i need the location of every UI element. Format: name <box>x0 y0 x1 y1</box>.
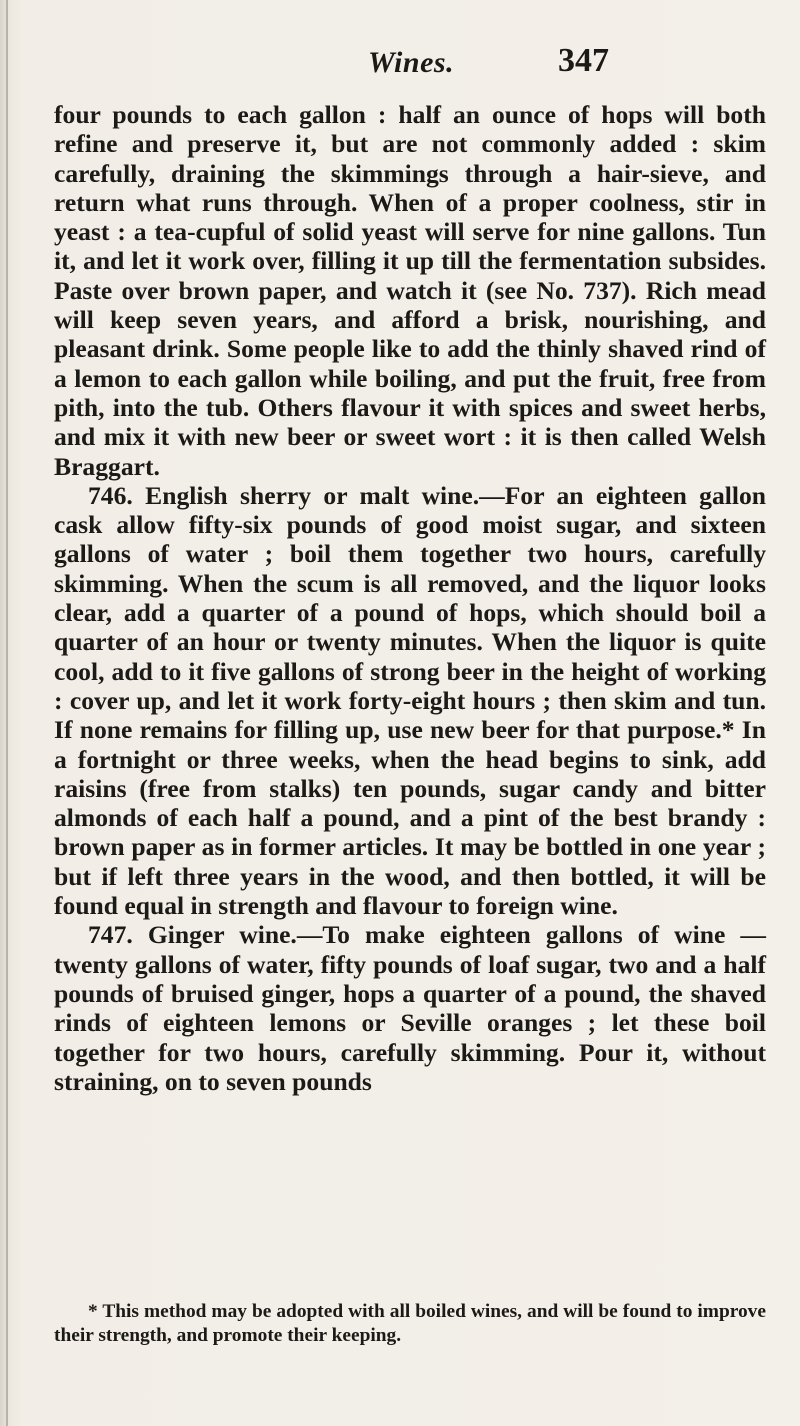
body-text <box>54 100 766 1096</box>
paragraph-747-ginger-wine: 747. Ginger wine.—To make eighteen gallons of wine —twenty gallons of water, fifty pounds of loaf sugar, two and a half pounds of bruised ginger, hops a quarter of a pound, the shaved rinds of eighteen lemons or Seville oranges ; let these boil together for two hours, carefully skimming. Pour it, without straining, on to seven pounds <box>54 920 766 1096</box>
footnote: * This method may be adopted with all boiled wines, and will be found to improve their strength, and promote their keeping. <box>54 1301 766 1346</box>
paragraph-746-english-sherry: 746. English sherry or malt wine.—For an eighteen gallon cask allow fifty-six pounds of good moist sugar, and sixteen gallons of water ; boil them together two hours, carefully skimming. When the scum is all removed, and the liquor looks clear, add a quarter of a pound of hops, which should boil a quarter of an hour or twenty minutes. When the liquor is quite cool, add to it five gallons of strong beer in the height of working : cover up, and let it work forty-eight hours ; then skim and tun. If none remains for filling up, use new beer for that purpose.* In a fortnight or three weeks, when the head begins to sink, add raisins (free from stalks) ten pounds, sugar candy and bitter almonds of each half a pound, and a pint of the best brandy : brown paper as in former articles. It may be bottled in one year ; but if left three years in the wood, and then bottled, it will be found equal in strength and flavour to foreign wine. <box>54 480 766 921</box>
page-header <box>0 42 800 90</box>
paragraph-mead-continued: four pounds to each gallon : half an ounce of hops will both refine and preserve it, but are not commonly added : skim carefully, draining the skimmings through a hair-sieve, and return what runs through. When of a proper coolness, stir in yeast : a tea-cupful of solid yeast will serve for nine gallons. Tun it, and let it work over, filling it up till the fermentation subsides. Paste over brown paper, and watch it (see No. 737). Rich mead will keep seven years, and afford a brisk, nourishing, and pleasant drink. Some people like to add the thinly shaved rind of a lemon to each gallon while boiling, and put the fruit, free from pith, into the tub. Others flavour it with spices and sweet herbs, and mix it with new beer or sweet wort : it is then called Welsh Braggart. <box>54 100 766 481</box>
running-title: Wines. <box>368 46 455 79</box>
page-number: 347 <box>558 42 609 79</box>
page-gutter <box>6 0 8 1426</box>
